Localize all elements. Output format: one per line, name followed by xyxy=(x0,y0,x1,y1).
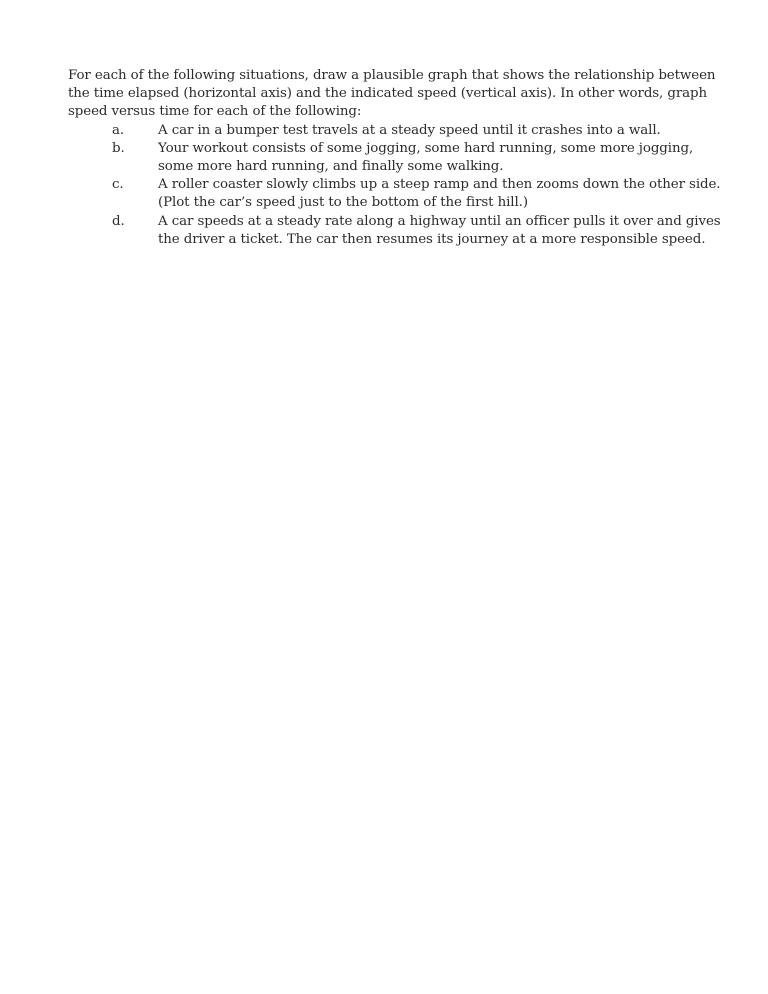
item-line: (Plot the car’s speed just to the bottom of the first hill.) xyxy=(158,195,528,211)
list-marker: c. xyxy=(112,177,124,193)
situation-item-c xyxy=(68,176,721,212)
item-line: Your workout consists of some jogging, some hard running, some more jogging, xyxy=(158,140,694,156)
intro-line: speed versus time for each of the following: xyxy=(68,104,362,120)
item-line: A car in a bumper test travels at a steady speed until it crashes into a wall. xyxy=(158,122,661,138)
intro-line: For each of the following situations, draw a plausible graph that shows the relationship between xyxy=(68,68,716,83)
list-marker: b. xyxy=(112,140,125,156)
document-body xyxy=(68,67,721,249)
intro-paragraph xyxy=(68,67,716,122)
item-line: A car speeds at a steady rate along a highway until an officer pulls it over and gives xyxy=(158,213,721,229)
item-line: some more hard running, and finally some walking. xyxy=(158,159,504,175)
item-line: A roller coaster slowly climbs up a steep ramp and then zooms down the other side. xyxy=(158,177,721,193)
situation-list xyxy=(68,122,721,249)
situation-item-b xyxy=(68,140,708,176)
item-line: the driver a ticket. The car then resumes its journey at a more responsible speed. xyxy=(158,231,706,247)
situation-item-a xyxy=(68,122,708,140)
list-marker: a. xyxy=(112,122,125,138)
intro-line: the time elapsed (horizontal axis) and the indicated speed (vertical axis). In other words, graph xyxy=(68,86,708,102)
situation-item-d xyxy=(68,213,721,249)
list-marker: d. xyxy=(112,213,125,229)
